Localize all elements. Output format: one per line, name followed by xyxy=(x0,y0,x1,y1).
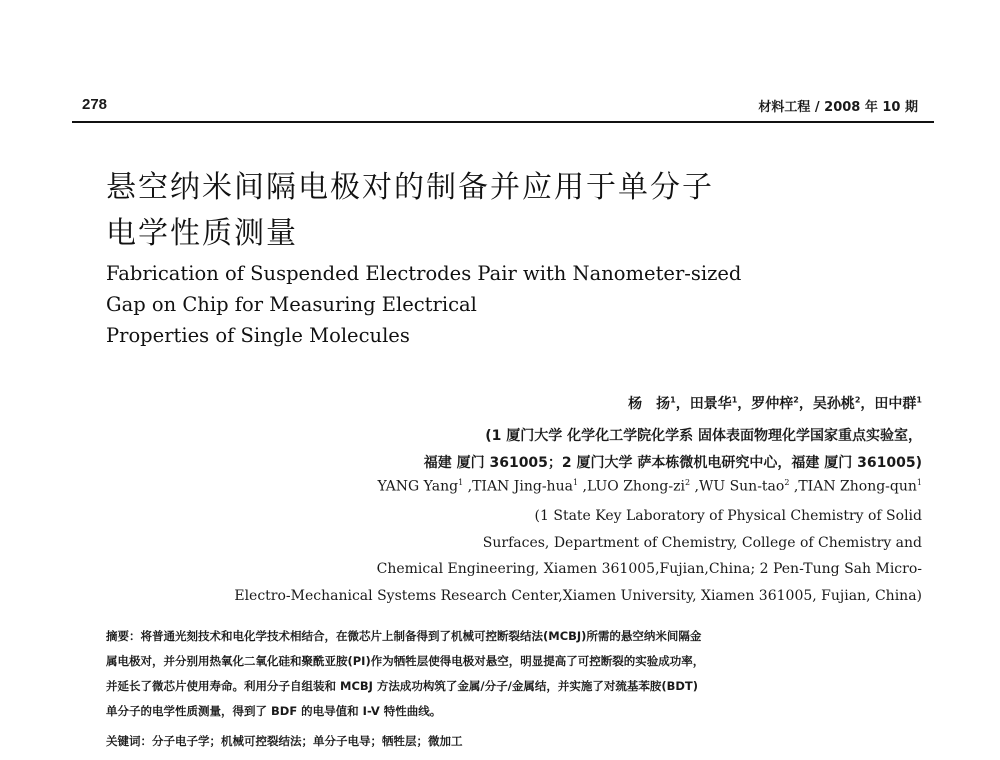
affil-mark: 1 xyxy=(572,478,579,487)
chinese-title-line-1: 悬空纳米间隔电极对的制备并应用于单分子 xyxy=(106,170,714,205)
chinese-affiliation xyxy=(424,423,922,477)
chinese-authors xyxy=(628,393,922,413)
author-separator: , xyxy=(789,478,799,495)
english-affiliation-line-1: (1 State Key Laboratory of Physical Chemistry of Solid xyxy=(534,508,922,524)
affil-mark: 1 xyxy=(916,395,922,405)
abstract-line-1: 摘要：将普通光刻技术和电化学技术相结合，在微芯片上制备得到了机械可控断裂结法(MCBJ)所需的悬空纳米间隔金 xyxy=(106,629,702,643)
author-en-3: LUO Zhong-zi xyxy=(586,478,685,495)
keywords: 关键词：分子电子学；机械可控裂结法；单分子电导；牺牲层；微加工 xyxy=(106,734,463,748)
author-cn-3: 罗仲梓 xyxy=(751,396,794,412)
english-affiliation-line-4: Electro-Mechanical Systems Research Center,Xiamen University, Xiamen 361005, Fujian, China) xyxy=(234,587,922,604)
english-title-line-3: Properties of Single Molecules xyxy=(106,324,410,347)
english-affiliation xyxy=(234,503,922,609)
abstract-line-3: 并延长了微芯片使用寿命。利用分子自组装和 MCBJ 方法成功构筑了金属/分子/金属结，并实施了对巯基苯胺(BDT) xyxy=(106,679,698,693)
author-cn-2: 田景华 xyxy=(689,396,732,412)
affil-mark: 1 xyxy=(670,395,676,405)
english-affiliation-line-2: Surfaces, Department of Chemistry, College of Chemistry and xyxy=(482,534,922,551)
author-en-5: TIAN Zhong-qun xyxy=(798,478,917,495)
english-authors xyxy=(377,478,922,495)
author-separator: ， xyxy=(737,396,752,412)
affil-mark: 1 xyxy=(458,478,464,487)
author-separator: ， xyxy=(798,396,813,412)
affil-mark: 2 xyxy=(784,478,790,487)
affil-mark: 1 xyxy=(916,478,922,487)
affil-mark: 2 xyxy=(793,395,799,405)
author-separator: , xyxy=(690,478,699,495)
english-affiliation-line-3: Chemical Engineering, Xiamen 361005,Fujian,China; 2 Pen-Tung Sah Micro- xyxy=(376,561,922,577)
author-separator: ， xyxy=(860,396,875,412)
author-cn-5: 田中群 xyxy=(874,396,917,412)
chinese-title xyxy=(106,165,866,257)
abstract-line-4: 单分子的电学性质测量，得到了 BDF 的电导值和 I-V 特性曲线。 xyxy=(106,704,442,718)
abstract-line-2: 属电极对，并分别用热氧化二氧化硅和聚酰亚胺(PI)作为牺牲层使得电极对悬空，明显提高了可控断裂的实验成功率， xyxy=(106,654,705,668)
page-number: 278 xyxy=(82,96,108,113)
english-title xyxy=(106,258,866,351)
author-en-4: WU Sun-tao xyxy=(698,478,785,495)
affil-mark: 1 xyxy=(731,395,738,405)
author-cn-4: 吴孙桃 xyxy=(812,396,855,412)
author-separator: , xyxy=(578,478,587,495)
chinese-title-line-2: 电学性质测量 xyxy=(106,216,298,251)
author-en-1: YANG Yang xyxy=(377,478,459,495)
author-en-2: TIAN Jing-hua xyxy=(472,478,573,495)
abstract xyxy=(106,624,916,724)
affil-mark: 2 xyxy=(684,478,691,487)
journal-issue: 材料工程 / 2008 年 10 期 xyxy=(758,100,918,115)
author-separator: , xyxy=(463,478,473,495)
header-rule xyxy=(72,121,934,123)
chinese-affiliation-line-1: (1 厦门大学 化学化工学院化学系 固体表面物理化学国家重点实验室， xyxy=(485,428,922,444)
author-cn-1: 杨 扬 xyxy=(628,396,671,412)
english-title-line-1: Fabrication of Suspended Electrodes Pair with Nanometer-sized xyxy=(106,262,742,285)
affil-mark: 2 xyxy=(854,395,861,405)
author-separator: ， xyxy=(675,396,690,412)
english-title-line-2: Gap on Chip for Measuring Electrical xyxy=(106,293,477,316)
chinese-affiliation-line-2: 福建 厦门 361005；2 厦门大学 萨本栋微机电研究中心，福建 厦门 361005) xyxy=(423,455,922,471)
